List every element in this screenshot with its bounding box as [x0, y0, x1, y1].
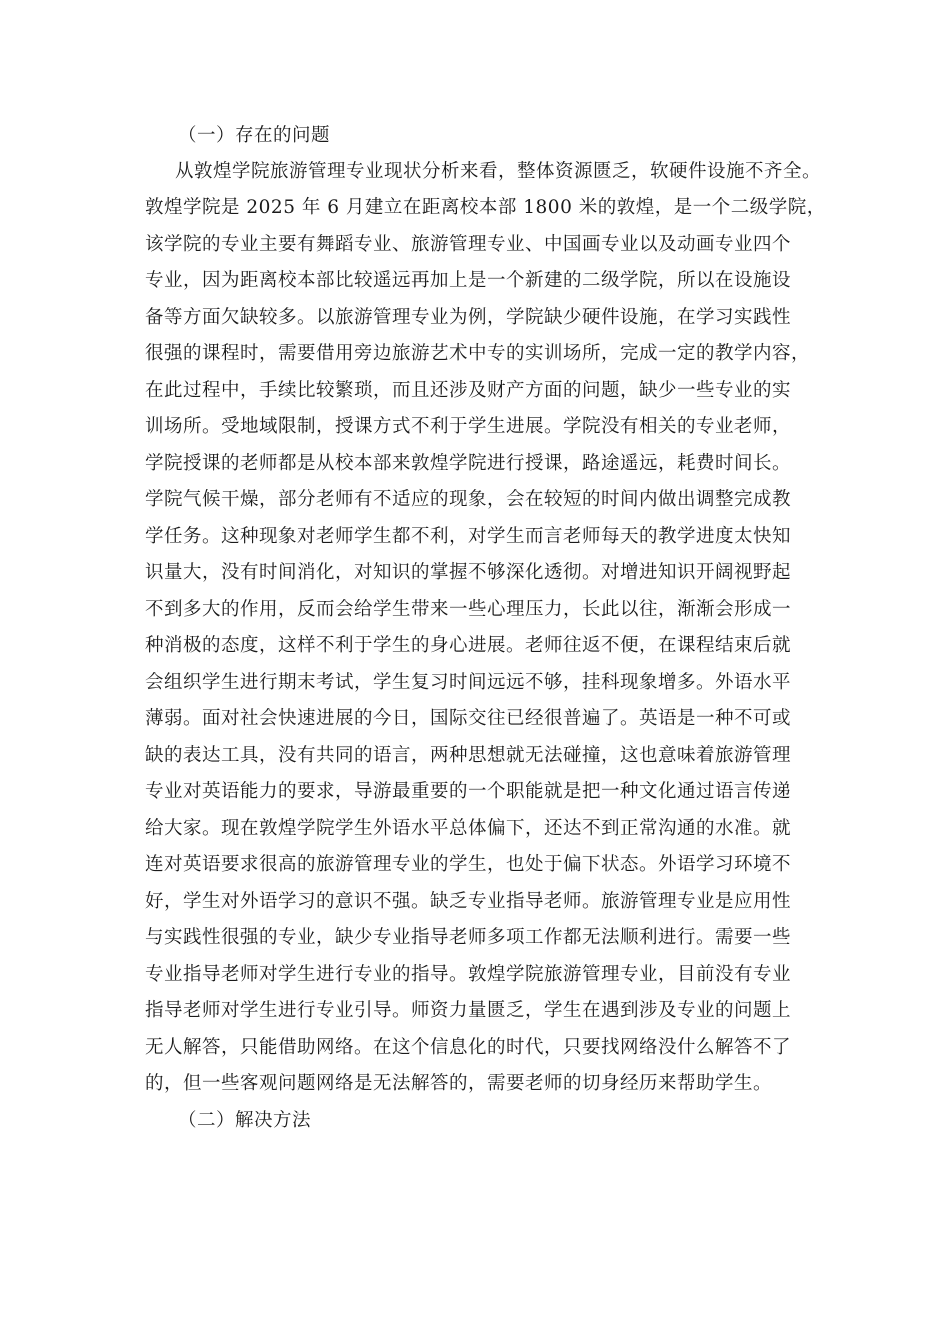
paragraph-line: 不到多大的作用，反而会给学生带来一些心理压力，长此以往，渐渐会形成一 [145, 599, 792, 620]
paragraph-line: 连对英语要求很高的旅游管理专业的学生，也处于偏下状态。外语学习环境不 [145, 854, 792, 875]
paragraph-line: 训场所。受地域限制，授课方式不利于学生进展。学院没有相关的专业老师， [145, 416, 792, 437]
paragraph-line: 与实践性很强的专业，缺少专业指导老师多项工作都无法顺利进行。需要一些 [145, 927, 792, 948]
paragraph-line: 在此过程中，手续比较繁琐，而且还涉及财产方面的问题，缺少一些专业的实 [145, 380, 792, 401]
paragraph-line: 从敦煌学院旅游管理专业现状分析来看，整体资源匮乏，软硬件设施不齐全。 [175, 161, 822, 182]
paragraph-line: 薄弱。面对社会快速进展的今日，国际交往已经很普遍了。英语是一种不可或 [145, 708, 792, 729]
paragraph-line: 缺的表达工具，没有共同的语言，两种思想就无法碰撞，这也意味着旅游管理 [145, 745, 792, 766]
paragraph-line: 会组织学生进行期末考试，学生复习时间远远不够，挂科现象增多。外语水平 [145, 672, 792, 693]
paragraph-line: 学院气候干燥，部分老师有不适应的现象，会在较短的时间内做出调整完成教 [145, 489, 792, 510]
section-heading-problems: （一）存在的问题 [178, 125, 331, 146]
paragraph-line: 专业，因为距离校本部比较遥远再加上是一个新建的二级学院，所以在设施设 [145, 270, 792, 291]
paragraph-line: 专业对英语能力的要求，导游最重要的一个职能就是把一种文化通过语言传递 [145, 781, 792, 802]
paragraph-line: 学院授课的老师都是从校本部来敦煌学院进行授课，路途遥远，耗费时间长。 [145, 453, 792, 474]
paragraph-line: 好，学生对外语学习的意识不强。缺乏专业指导老师。旅游管理专业是应用性 [145, 891, 792, 912]
paragraph-line: 很强的课程时，需要借用旁边旅游艺术中专的实训场所，完成一定的教学内容， [145, 343, 811, 364]
paragraph-line: 给大家。现在敦煌学院学生外语水平总体偏下，还达不到正常沟通的水准。就 [145, 818, 792, 839]
paragraph-line: 敦煌学院是 2025 年 6 月建立在距离校本部 1800 米的敦煌，是一个二级学院， [145, 197, 826, 218]
paragraph-line: 无人解答，只能借助网络。在这个信息化的时代，只要找网络没什么解答不了 [145, 1037, 792, 1058]
section-heading-solutions: （二）解决方法 [178, 1110, 312, 1131]
paragraph-line: 学任务。这种现象对老师学生都不利，对学生而言老师每天的教学进度太快知 [145, 526, 792, 547]
paragraph-line: 种消极的态度，这样不利于学生的身心进展。老师往返不便，在课程结束后就 [145, 635, 792, 656]
paragraph-line: 该学院的专业主要有舞蹈专业、旅游管理专业、中国画专业以及动画专业四个 [145, 234, 792, 255]
paragraph-line: 的，但一些客观问题网络是无法解答的，需要老师的切身经历来帮助学生。 [145, 1073, 773, 1094]
paragraph-line: 指导老师对学生进行专业引导。师资力量匮乏，学生在遇到涉及专业的问题上 [145, 1000, 792, 1021]
paragraph-line: 备等方面欠缺较多。以旅游管理专业为例，学院缺少硬件设施，在学习实践性 [145, 307, 792, 328]
paragraph-line: 识量大，没有时间消化，对知识的掌握不够深化透彻。对增进知识开阔视野起 [145, 562, 792, 583]
paragraph-line: 专业指导老师对学生进行专业的指导。敦煌学院旅游管理专业，目前没有专业 [145, 964, 792, 985]
